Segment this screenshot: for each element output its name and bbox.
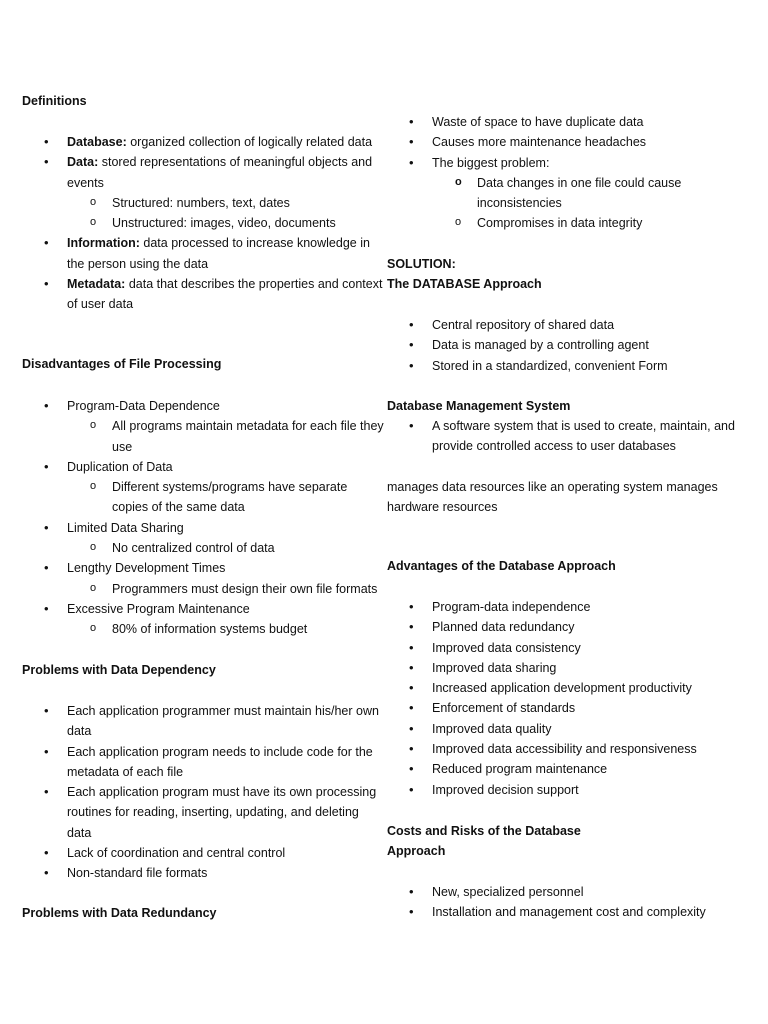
list-item: • Planned data redundancy (387, 617, 747, 637)
list-item: • Installation and management cost and complexity (387, 902, 747, 922)
data-dependency-list (22, 701, 384, 884)
sub-list-item: o Compromises in data integrity (387, 213, 747, 233)
list-item: • Improved data quality (387, 719, 747, 739)
dbms-heading: Database Management System (387, 399, 571, 413)
solution-label: SOLUTION: (387, 257, 456, 271)
list-item: • Each application program needs to include code for the metadata of each file (22, 742, 384, 783)
list-item: • Data: stored representations of meaningful objects and events (22, 152, 384, 193)
sub-list-item: o All programs maintain metadata for each file they use (22, 416, 386, 457)
list-item: • Lack of coordination and central control (22, 843, 384, 863)
definitions-list (22, 132, 384, 315)
list-item: • Information: data processed to increase knowledge in the person using the data (22, 233, 384, 274)
list-item: • Stored in a standardized, convenient Form (387, 356, 747, 376)
list-item: • Improved data sharing (387, 658, 747, 678)
list-item: • Reduced program maintenance (387, 759, 747, 779)
advantages-list (387, 597, 747, 800)
data-redundancy-heading: Problems with Data Redundancy (22, 906, 217, 920)
list-item: • Database: organized collection of logically related data (22, 132, 384, 152)
advantages-heading: Advantages of the Database Approach (387, 559, 616, 573)
list-item: • Waste of space to have duplicate data (387, 112, 747, 132)
list-item: • Improved data accessibility and responsiveness (387, 739, 747, 759)
list-item: • Program-Data Dependence (22, 396, 386, 416)
costs-heading-line2: Approach (387, 844, 446, 858)
solution-list (387, 315, 747, 376)
list-item: • Increased application development productivity (387, 678, 747, 698)
list-item: • Each application program must have its own processing routines for reading, inserting, updating, and deleting data (22, 782, 384, 843)
disadvantages-list (22, 396, 386, 640)
sub-list-item: o Structured: numbers, text, dates (22, 193, 384, 213)
list-item: • Metadata: data that describes the properties and context of user data (22, 274, 384, 315)
list-item: • Lengthy Development Times (22, 558, 386, 578)
list-item: • Program-data independence (387, 597, 747, 617)
sub-list-item: o Programmers must design their own file formats (22, 579, 386, 599)
data-dependency-heading: Problems with Data Dependency (22, 663, 216, 677)
list-item: • Causes more maintenance headaches (387, 132, 747, 152)
list-item: • Enforcement of standards (387, 698, 747, 718)
sub-list-item: o Data changes in one file could cause inconsistencies (387, 173, 747, 214)
sub-list-item: o 80% of information systems budget (22, 619, 386, 639)
list-item: • Improved data consistency (387, 638, 747, 658)
dbms-list (387, 416, 747, 457)
list-item: • Duplication of Data (22, 457, 386, 477)
sub-list-item: o No centralized control of data (22, 538, 386, 558)
list-item: • Non-standard file formats (22, 863, 384, 883)
costs-list (387, 882, 747, 923)
dbms-note: manages data resources like an operating system manages hardware resources (387, 480, 718, 514)
list-item: • Central repository of shared data (387, 315, 747, 335)
list-item: • Excessive Program Maintenance (22, 599, 386, 619)
list-item: • Limited Data Sharing (22, 518, 386, 538)
list-item: • Improved decision support (387, 780, 747, 800)
sub-list-item: o Unstructured: images, video, documents (22, 213, 384, 233)
database-approach-heading: The DATABASE Approach (387, 277, 542, 291)
list-item: • New, specialized personnel (387, 882, 747, 902)
list-item: • A software system that is used to create, maintain, and provide controlled access to user databases (387, 416, 747, 457)
sub-list-item: o Different systems/programs have separate copies of the same data (22, 477, 386, 518)
disadvantages-heading: Disadvantages of File Processing (22, 357, 222, 371)
list-item: • Data is managed by a controlling agent (387, 335, 747, 355)
list-item: • The biggest problem: (387, 153, 747, 173)
list-item: • Each application programmer must maintain his/her own data (22, 701, 384, 742)
definitions-heading: Definitions (22, 94, 87, 108)
costs-heading-line1: Costs and Risks of the Database (387, 824, 581, 838)
redundancy-list (387, 112, 747, 234)
